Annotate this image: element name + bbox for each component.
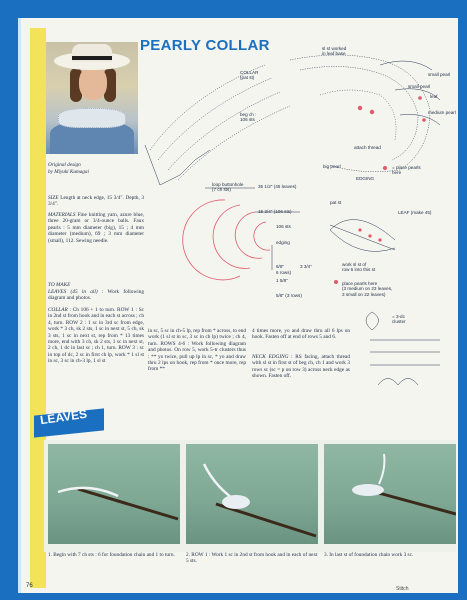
crochet-hook-1 [78, 489, 178, 519]
diagram-label-sl-st [322, 46, 346, 57]
pearls-counts-1-text: (3 medium on 23 leaves, [342, 286, 393, 292]
yarn-piece-3 [379, 454, 384, 484]
collar-paragraph-2: in sc, 5 sc in ch-5 lp, rep from * across, to end work (1 sl st in sc, 3 sc in ch lp) twice ; ch 4, turn. ROWS 4-6 : Work following diagram and photos. On row 5, work 5-tr clusters thus : ** yo twice, pull up lp in sc, * yo and draw thru 2 lps on hook, rep from * once more, rep from ** [148, 328, 246, 373]
leaf-outline-3 [400, 114, 440, 125]
watermark: Stitch [396, 586, 409, 592]
edging-stitch-chart [370, 340, 440, 365]
crochet-hook-2 [216, 504, 316, 536]
ring-inner [235, 212, 262, 258]
diagram-label-depth: 3 3/4" [300, 264, 312, 269]
cluster-symbol [366, 312, 379, 330]
size-text: Length at neck edge, 15 3/4". Depth, 3 3/4". [48, 195, 145, 208]
neck-edging-label: NECK EDGING [252, 354, 289, 360]
loop-ch-text: (7 ch sts) [212, 187, 231, 193]
step-caption-3: 3. In last st of foundation chain work 3 sc. [324, 552, 414, 558]
diagram-label-leaves-count: 35 1/2" (45 leaves) [258, 184, 297, 189]
diagram-label-work-sl-st [342, 262, 375, 273]
in-leaf-base-text: in leaf base [322, 51, 346, 57]
diagram-label-attach-thread: attach thread [354, 145, 381, 150]
leaf-pearl-2 [368, 234, 371, 237]
collar-arc-row-4 [178, 106, 290, 180]
scallop-line [145, 145, 210, 185]
place-here-text: here [392, 170, 402, 176]
diagram-label-small-pearl: small pearl [428, 72, 451, 77]
edging-arc-center [320, 90, 396, 140]
sl-st-worked-text: sl st worked [322, 46, 347, 51]
leaf-diagram-arc-2 [330, 230, 395, 251]
diagram-label-5-8: 5/8" (3 rows) [276, 293, 302, 298]
leaf-diagram-spine [330, 225, 395, 250]
step-caption-1: 1. Begin with 7 ch sts : 6 for foundation chain and 1 to turn. [48, 552, 175, 558]
neck-edging-text: : RS facing, attach thread with sl st in first st of beg ch, ch 1 and work 3 rows sc (sc = p on row 3) across neck edge as shown. Fasten off. [252, 354, 351, 380]
loop-buttonhole-text: loop buttonhole [212, 182, 244, 187]
diagram-label-pat-st: pat st [330, 200, 342, 205]
step-photo-2 [186, 444, 318, 544]
pearl-marker-2 [370, 110, 374, 114]
place-pearls-here-text: place pearls here [342, 281, 378, 286]
diagram-label-beg-ch [240, 112, 256, 123]
pearl-marker-1 [358, 106, 362, 110]
diagram-label-edging-ring: edging [276, 240, 290, 245]
diagram-label-place-pearls [392, 165, 421, 176]
row6-into-text: row 6 into this st [342, 267, 376, 273]
cluster-chart [378, 379, 418, 386]
diagram-label-place-pearls-here [342, 281, 392, 297]
step-caption-2: 2. ROW 1 : Work 1 sc in 2nd st from hook and in each of next 5 sts. [186, 552, 318, 565]
work-sl-st-text: work sl st of [342, 262, 367, 267]
leaves-text: : Work following diagram and photos. [48, 289, 144, 302]
ring-outer [183, 200, 240, 280]
dc-cluster-text: = 3-dc [392, 314, 405, 319]
leaf-pearl-1 [358, 228, 361, 231]
diagram-label-dc-cluster [392, 314, 406, 325]
page-title: PEARLY COLLAR [140, 37, 270, 54]
diagram-label-leaf: leaf [430, 94, 438, 99]
page-number: 76 [26, 583, 33, 589]
stitched-row-2 [222, 495, 250, 509]
dc-cluster-2-text: cluster [392, 319, 406, 325]
beg-ch-text: beg ch : [240, 112, 257, 117]
diagram-label-collar [240, 70, 258, 81]
ring-core [254, 222, 270, 250]
materials-text: Fine knitting yarn, azure blue, three 20-gram or 3/4-ounce balls. Faux pearls : 5 mm diameter (big), 15 ; 4 mm diameter (medium), 69 ; 3 mm diameter (small), 112. Sewing needle. [48, 212, 144, 244]
leaves-banner-title: LEAVES [39, 406, 88, 428]
diagram-label-6-rows: 6 rows) [276, 270, 292, 275]
leaf-pearl-3 [378, 238, 381, 241]
diagram-label-small-pearl-2: small pearl [408, 84, 431, 89]
diagram-label-leaf-make: LEAF (make 45) [398, 210, 432, 215]
ring-middle [213, 205, 250, 268]
pearl-legend-dot-2 [334, 280, 338, 284]
collar-label: COLLAR [48, 307, 68, 313]
pearl-marker-3 [418, 96, 422, 100]
collar-arc-row-3 [168, 92, 280, 170]
diagram-label-big-pearl: big pearl [323, 164, 341, 169]
caption-line-2: by Miyuki Kumagai [48, 169, 89, 175]
step-photo-3 [324, 444, 456, 544]
step-photo-1 [48, 444, 180, 544]
stitched-row-3 [352, 484, 384, 496]
diagram-label-medium-pearl: medium pearl [428, 110, 456, 115]
size-label: SIZE [48, 195, 59, 201]
collar-label-text: COLLAR [240, 70, 259, 75]
pearl-marker-4 [422, 118, 426, 122]
diagram-label-inner-sc: 15 3/4" (106 sts) [258, 209, 292, 214]
edging-arc-outer [290, 55, 430, 172]
collar-sub-text: (pat st) [240, 75, 255, 81]
collar-paragraph-3: 4 times more, yo and draw thru all 6 lps on hook. Fasten off at end of rows 5 and 6. [252, 328, 350, 341]
diagram-label-edging: EDGING [356, 176, 375, 181]
pearls-counts-2-text: 3 small on 22 leaves) [342, 291, 386, 297]
diagram-label-106-sts: 106 sts [276, 224, 291, 229]
to-make-label: TO MAKE [48, 282, 71, 288]
materials-label: MATERIALS [48, 212, 76, 218]
pearl-legend-dot [383, 166, 387, 170]
caption-line-1: Original design [48, 162, 81, 168]
beg-ch-sts-text: 106 sts [240, 117, 255, 123]
leaf-diagram-arc-1 [330, 220, 395, 240]
place-pearls-text: = place pearls [392, 165, 421, 170]
diagram-label-loop [212, 182, 243, 193]
diagram-label-6-8: 6/8" [276, 264, 285, 269]
diagram-label-1-5-8: 1 5/8" [276, 278, 288, 283]
collar-text-1: : Ch 106 + 1 to turn. ROW 1 : Sc in 2nd st from hook and in each st across ; ch 4, turn. ROW 2 : 1 sc in 3rd sc from edge, work * 3 ch, sk 2 sts, 1 sc in next st, 5 ch, sk 3 sts, 1 sc in next st, rep from * 13 times more, end with 3 ch, sk 2 sts, 1 sc in next st, 2 ch, 1 dc in last sc ; ch 1, turn. ROW 3 : sc in top of dc, 2 sc in first ch lp, work * 1 sl st in sc, 3 sc in ch-3 lp, 1 sl st [48, 307, 144, 365]
leaves-label: LEAVES (45 in all) [48, 289, 98, 295]
